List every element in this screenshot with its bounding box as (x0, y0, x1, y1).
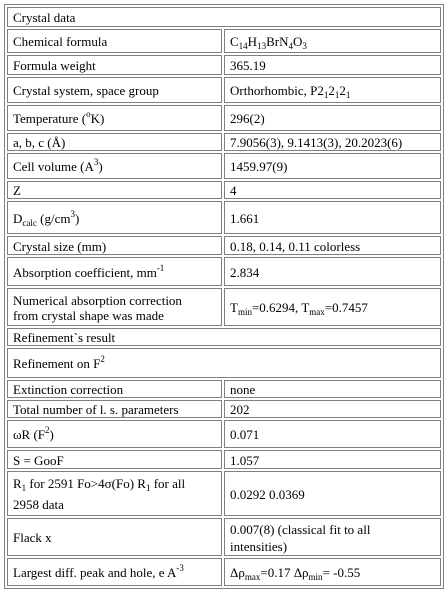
row-value-absorption: 2.834 (224, 257, 441, 286)
row-label-extinction: Extinction correction (7, 380, 222, 398)
table-row (7, 181, 441, 199)
row-value-system: Orthorhombic, $P2_12_12_1$ (224, 77, 441, 103)
table-row (7, 558, 441, 586)
refinement-on-row: Refinement on $F^2$ (7, 348, 441, 378)
row-value-extinction: none (224, 380, 441, 398)
row-value-size: 0.18, 0.14, 0.11 colorless (224, 236, 441, 255)
table-row (7, 328, 441, 346)
row-label-weight: Formula weight (7, 55, 222, 75)
row-value-numabs: $T_{min}=0.6294$, $T_{max}=0.7457$ (224, 288, 441, 326)
row-label-flack: Flack x (7, 518, 222, 556)
row-label-r1: $R_1$ for 2591 Fo>4σ(Fo) $R_1$ for all 2958 data (7, 471, 222, 516)
table-row (7, 55, 441, 75)
row-label-z: Z (7, 181, 222, 199)
row-label-largest: Largest diff. peak and hole, e $A^{-3}$ (7, 558, 222, 586)
table-row (7, 7, 441, 27)
row-label-size: Crystal size (mm) (7, 236, 222, 255)
row-value-largest: $\Delta\rho_{max}=0.17$ $\Delta\rho_{min}= -0.55$ (224, 558, 441, 586)
row-label-volume: Cell volume $(A^3)$ (7, 153, 222, 179)
table-row (7, 236, 441, 255)
table-row (7, 471, 441, 516)
table-row (7, 257, 441, 286)
table-row (7, 77, 441, 103)
row-value-dcalc: 1.661 (224, 201, 441, 234)
row-value-z: 4 (224, 181, 441, 199)
table-row (7, 288, 441, 326)
row-label-absorption: Absorption coefficient, $mm^{-1}$ (7, 257, 222, 286)
row-value-goof: 1.057 (224, 450, 441, 469)
table-row (7, 201, 441, 234)
row-value-temperature: 296(2) (224, 105, 441, 131)
table-row (7, 133, 441, 151)
table-row (7, 420, 441, 448)
table-row (7, 153, 441, 179)
section-header-crystal-data: Crystal data (7, 7, 441, 27)
row-value-cell: 7.9056(3), 9.1413(3), 20.2023(6) (224, 133, 441, 151)
row-value-volume: 1459.97(9) (224, 153, 441, 179)
row-label-temperature: Temperature ($^o$K) (7, 105, 222, 131)
row-value-flack: 0.007(8) (classical fit to all intensities) (224, 518, 441, 556)
row-label-numabs: Numerical absorption correction from crystal shape was made (7, 288, 222, 326)
table-row (7, 29, 441, 53)
row-value-params: 202 (224, 400, 441, 418)
row-value-r1: 0.0292 0.0369 (224, 471, 441, 516)
table-row (7, 380, 441, 398)
table-row (7, 348, 441, 378)
table-row (7, 450, 441, 469)
row-label-params: Total number of l. s. parameters (7, 400, 222, 418)
row-value-wr: 0.071 (224, 420, 441, 448)
row-label-wr: ωR $(F^2)$ (7, 420, 222, 448)
row-label-cell: a, b, c (Å) (7, 133, 222, 151)
section-header-refinement: Refinement`s result (7, 328, 441, 346)
row-label-system: Crystal system, space group (7, 77, 222, 103)
table-row (7, 518, 441, 556)
table-row (7, 400, 441, 418)
crystal-data-table (4, 4, 444, 589)
table-row (7, 105, 441, 131)
row-label-formula: Chemical formula (7, 29, 222, 53)
row-label-goof: S = GooF (7, 450, 222, 469)
row-value-formula: $C_{14}H_{13}BrN_4O_3$ (224, 29, 441, 53)
row-value-weight: 365.19 (224, 55, 441, 75)
crystal-table-container (4, 4, 444, 589)
row-label-dcalc: $D_{calc}$ $(g/cm^3)$ (7, 201, 222, 234)
